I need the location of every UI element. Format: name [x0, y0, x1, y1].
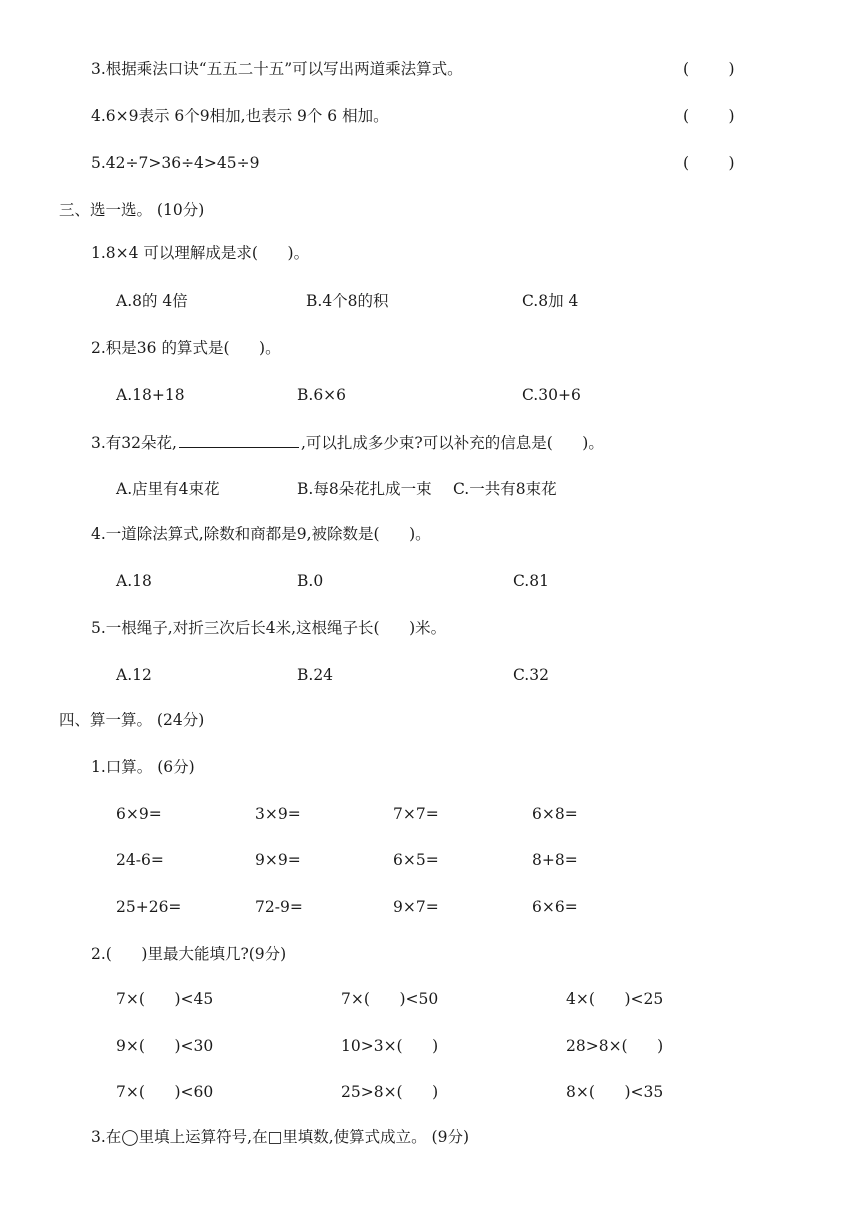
- oral-r1-c2: 3×9=: [255, 805, 301, 823]
- choice-q3-stem-start: 3.有32朵花,: [91, 434, 177, 452]
- judge-item-3: 3.根据乘法口诀“五五二十五”可以写出两道乘法算式。: [91, 60, 463, 78]
- oral-calc-title: 1.口算。 (6分): [91, 758, 195, 776]
- section-calc-heading: 四、算一算。 (24分): [59, 711, 205, 729]
- choice-q5-stem: 5.一根绳子,对折三次后长4米,这根绳子长( )米。: [91, 619, 447, 637]
- oral-r1-c3: 7×7=: [393, 805, 439, 823]
- operators-title: 3.在◯里填上运算符号,在□里填数,使算式成立。 (9分): [91, 1128, 470, 1146]
- fill-r1-c1[interactable]: 7×( )<45: [116, 990, 214, 1008]
- oral-r2-c1: 24-6=: [116, 851, 164, 869]
- judge-item-4: 4.6×9表示 6个9相加,也表示 9个 6 相加。: [91, 107, 389, 125]
- oral-r1-c4: 6×8=: [532, 805, 578, 823]
- oral-r3-c2: 72-9=: [255, 898, 303, 916]
- oral-r1-c1: 6×9=: [116, 805, 162, 823]
- fill-r3-c1[interactable]: 7×( )<60: [116, 1083, 214, 1101]
- judge-answer-3[interactable]: ( ): [683, 60, 735, 78]
- choice-q3-option-c[interactable]: C.一共有8束花: [453, 480, 557, 498]
- judge-answer-4[interactable]: ( ): [683, 107, 735, 125]
- oral-r2-c3: 6×5=: [393, 851, 439, 869]
- fill-r1-c2[interactable]: 7×( )<50: [341, 990, 439, 1008]
- fill-r3-c2[interactable]: 25>8×( ): [341, 1083, 439, 1101]
- choice-q2-option-c[interactable]: C.30+6: [522, 386, 581, 404]
- fill-r2-c1[interactable]: 9×( )<30: [116, 1037, 214, 1055]
- judge-answer-5[interactable]: ( ): [683, 154, 735, 172]
- choice-q3-option-b[interactable]: B.每8朵花扎成一束: [297, 480, 432, 498]
- fill-r2-c2[interactable]: 10>3×( ): [341, 1037, 439, 1055]
- oral-r3-c3: 9×7=: [393, 898, 439, 916]
- choice-q2-option-b[interactable]: B.6×6: [297, 386, 347, 404]
- choice-q3-stem: [91, 431, 604, 453]
- oral-r2-c4: 8+8=: [532, 851, 578, 869]
- choice-q2-stem: 2.积是36 的算式是( )。: [91, 339, 281, 357]
- choice-q5-option-b[interactable]: B.24: [297, 666, 334, 684]
- choice-q4-option-a[interactable]: A.18: [116, 572, 152, 590]
- oral-r3-c4: 6×6=: [532, 898, 578, 916]
- choice-q1-option-a[interactable]: A.8的 4倍: [116, 292, 188, 310]
- choice-q1-stem: 1.8×4 可以理解成是求( )。: [91, 244, 310, 262]
- choice-q5-option-c[interactable]: C.32: [513, 666, 549, 684]
- choice-q3-option-a[interactable]: A.店里有4束花: [116, 480, 220, 498]
- oral-r2-c2: 9×9=: [255, 851, 301, 869]
- choice-q5-option-a[interactable]: A.12: [116, 666, 152, 684]
- fill-r3-c3[interactable]: 8×( )<35: [566, 1083, 664, 1101]
- choice-q4-stem: 4.一道除法算式,除数和商都是9,被除数是( )。: [91, 525, 431, 543]
- choice-q4-option-b[interactable]: B.0: [297, 572, 324, 590]
- fill-r1-c3[interactable]: 4×( )<25: [566, 990, 664, 1008]
- oral-r3-c1: 25+26=: [116, 898, 182, 916]
- choice-q4-option-c[interactable]: C.81: [513, 572, 549, 590]
- fill-r2-c3[interactable]: 28>8×( ): [566, 1037, 664, 1055]
- choice-q3-stem-end: ,可以扎成多少束?可以补充的信息是( )。: [300, 434, 604, 452]
- choice-q3-blank[interactable]: [179, 431, 299, 448]
- judge-item-5: 5.42÷7>36÷4>45÷9: [91, 154, 260, 172]
- section-choice-heading: 三、选一选。 (10分): [59, 201, 205, 219]
- choice-q1-option-c[interactable]: C.8加 4: [522, 292, 579, 310]
- choice-q1-option-b[interactable]: B.4个8的积: [306, 292, 389, 310]
- choice-q2-option-a[interactable]: A.18+18: [116, 386, 185, 404]
- fill-max-title: 2.( )里最大能填几?(9分): [91, 945, 287, 963]
